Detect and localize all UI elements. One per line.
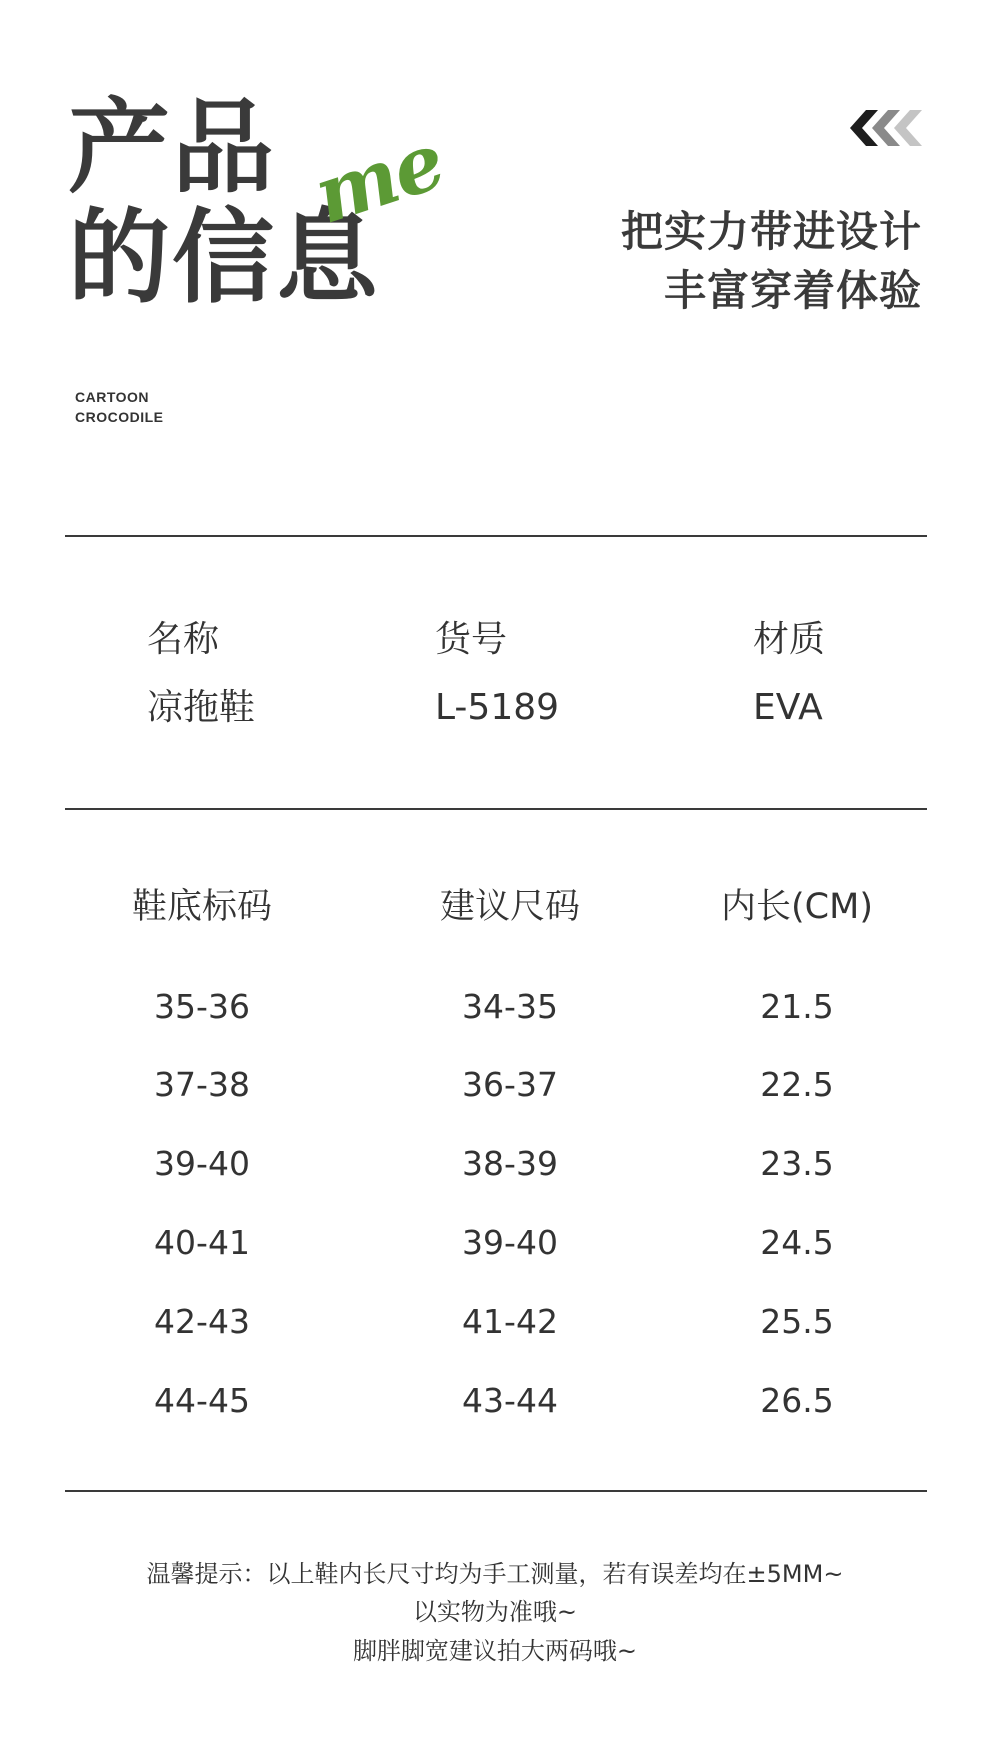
divider-top <box>65 535 927 537</box>
size-cell: 38-39 <box>462 1144 558 1183</box>
slogan-line-2: 丰富穿着体验 <box>663 266 922 315</box>
note-line-2: 以实物为准哦~ <box>412 1598 578 1626</box>
brand-line-2: CROCODILE <box>75 409 164 425</box>
product-label-name: 名称 <box>147 619 220 660</box>
size-header-recommended: 建议尺码 <box>439 887 581 927</box>
size-cell: 40-41 <box>154 1223 250 1262</box>
divider-bottom <box>65 1490 927 1492</box>
product-label-material: 材质 <box>753 619 826 660</box>
size-cell: 39-40 <box>154 1144 250 1183</box>
size-cell: 35-36 <box>154 987 250 1026</box>
size-cell: 26.5 <box>760 1381 834 1420</box>
brand-line-1: CARTOON <box>75 389 150 405</box>
size-cell: 25.5 <box>760 1302 834 1341</box>
size-cell: 41-42 <box>462 1302 558 1341</box>
slogan-line-1: 把实力带进设计 <box>620 207 922 256</box>
product-value-name: 凉拖鞋 <box>147 687 256 728</box>
size-cell: 43-44 <box>462 1381 558 1420</box>
size-cell: 23.5 <box>760 1144 834 1183</box>
page-title-line-2: 的信息 <box>68 199 380 318</box>
product-value-sku: L-5189 <box>435 687 560 728</box>
size-cell: 34-35 <box>462 987 558 1026</box>
size-cell: 24.5 <box>760 1223 834 1262</box>
size-cell: 37-38 <box>154 1065 250 1104</box>
size-header-length: 内长(CM) <box>721 887 873 927</box>
note-line-1: 温馨提示：以上鞋内长尺寸均为手工测量，若有误差均在±5MM~ <box>146 1560 844 1588</box>
size-cell: 36-37 <box>462 1065 558 1104</box>
size-header-sole: 鞋底标码 <box>131 887 273 927</box>
size-cell: 39-40 <box>462 1223 558 1262</box>
product-value-material: EVA <box>753 687 823 728</box>
divider-middle <box>65 808 927 810</box>
note-line-3: 脚胖脚宽建议拍大两码哦~ <box>352 1637 638 1665</box>
script-accent-text: me <box>303 115 454 242</box>
size-cell: 42-43 <box>154 1302 250 1341</box>
page-title-line-1: 产品 <box>68 89 276 208</box>
triple-chevron-left-icon <box>848 108 924 148</box>
chevron-left-icon-light <box>894 110 922 146</box>
size-cell: 44-45 <box>154 1381 250 1420</box>
size-cell: 22.5 <box>760 1065 834 1104</box>
size-cell: 21.5 <box>760 987 834 1026</box>
product-label-sku: 货号 <box>435 619 508 660</box>
